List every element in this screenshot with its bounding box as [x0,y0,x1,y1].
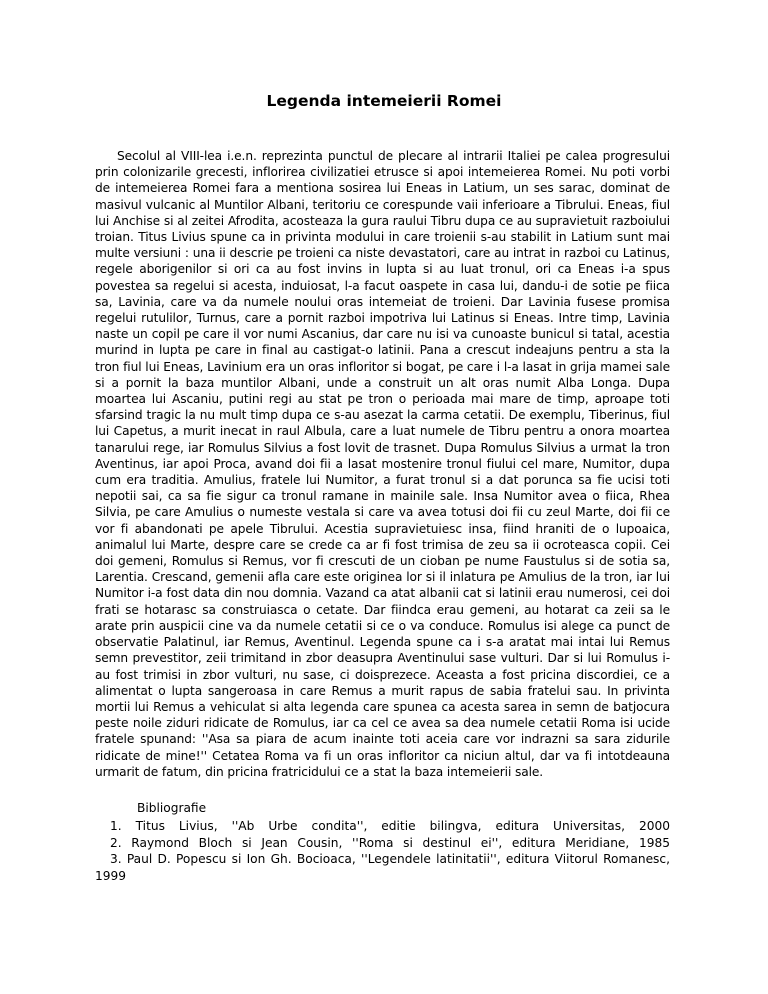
bibliography-list [95,818,670,884]
document-title: Legenda intemeierii Romei [266,92,502,110]
bibliography-heading: Bibliografie [137,801,207,815]
bibliography-item: 3. Paul D. Popescu si Ion Gh. Bocioaca, ''Legendele latinitatii'', editura Viitorul Romanesc, 1999 [95,852,670,883]
bibliography-item: 2. Raymond Bloch si Jean Cousin, ''Roma si destinul ei'', editura Meridiane, 1985 [110,835,670,850]
document-body: Secolul al VIII-lea i.e.n. reprezinta punctul de plecare al intrarii Italiei pe calea progresului prin colonizarile grecesti, inflorirea civilizatiei etrusce si apoi intemeierea Romei. Nu poti vorbi de intemeierea Romei fara a mentiona sosirea lui Eneas in Latium, un ses sarac, dominat de masivul vulcanic al Muntilor Albani, teritoriu ce corespunde vaii inferioare a Tibrului. Eneas, fiul lui Anchise si al zeitei Afrodita, acosteaza la gura raului Tibru dupa ce au supravietuit razboiului troian. Titus Livius spune ca in privinta modului in care troienii s-au stabilit in Latium sunt mai multe versiuni : una ii descrie pe troieni ca niste devastatori, care au intrat in razboi cu Latinus, regele aborigenilor si ori ca au fost invins in lupta si au luat tronul, ori ca Eneas i-a spus povestea sa regelui si acesta, induiosat, l-a facut oaspete in casa lui, dandu-i de sotie pe fiica sa, Lavinia, care va da numele noului oras intemeiat de troieni. Dar Lavinia fusese promisa regelui rutulilor, Turnus, care a pornit razboi impotriva lui Latinus si Eneas. Intre timp, Lavinia naste un copil pe care il vor numi Ascanius, dar care nu isi va cunoaste bunicul si tatal, acestia murind in lupta pe care in final au castigat-o latinii. Pana a crescut indeajuns pentru a sta la tron fiul lui Eneas, Lavinium era un oras infloritor si bogat, pe care i l-a lasat in grija mamei sale si a pornit la baza muntilor Albani, unde a construit un alt oras numit Alba Longa. Dupa moartea lui Ascaniu, putini regi au stat pe tron o perioada mai mare de timp, aproape toti sfarsind tragic la nu mult timp dupa ce s-au asezat la carma cetatii. De exemplu, Tiberinus, fiul lui Capetus, a murit inecat in raul Albula, care a luat numele de Tibru pentru a onora moartea tanarului rege, iar Romulus Silvius a fost lovit de trasnet. Dupa Romulus Silvius a urmat la tron Aventinus, iar apoi Proca, avand doi fii a lasat mostenire tronul fiului cel mare, Numitor, dupa cum era traditia. Amulius, fratele lui Numitor, a furat tronul si a dat porunca sa fie ucisi toti nepotii sai, ca sa fie sigur ca tronul ramane in mainile sale. Insa Numitor avea o fiica, Rhea Silvia, pe care Amulius o numeste vestala si care va avea totusi doi fii cu zeul Marte, doi fii ce vor fi abandonati pe apele Tibrului. Acestia supravietuiesc insa, fiind hraniti de o lupoaica, animalul lui Marte, despre care se crede ca ar fi fost trimisa de zeu sa ii ocroteasca copii. Cei doi gemeni, Romulus si Remus, vor fi crescuti de un cioban pe nume Faustulus si de sotia sa, Larentia. Crescand, gemenii afla care este originea lor si il inlatura pe Amulius de la tron, iar lui Numitor i-a fost data din nou domnia. Vazand ca atat albanii cat si latinii erau numerosi, cei doi frati se hotarasc sa construiasca o cetate. Dar fiindca erau gemeni, au hotarat ca zeii sa le arate prin auspicii cine va da numele cetatii si ce o va conduce. Romulus isi alege ca punct de observatie Palatinul, iar Remus, Aventinul. Legenda spune ca i s-a aratat mai intai lui Remus semn prevestitor, zeii trimitand in zbor deasupra Aventinului sase vulturi. Dar si lui Romulus i-au fost trimisi in zbor vulturi, nu sase, ci doisprezece. Aceasta a fost pricina discordiei, ce a alimentat o lupta sangeroasa in care Remus a murit rapus de sabia fratelui sau. In privinta mortii lui Remus a vehiculat si alta legenda care spunea ca acesta sarea in semn de batjocura peste noile ziduri ridicate de Romulus, iar ca cel ce avea sa dea numele cetatii Roma isi ucide fratele spunand: ''Asa sa piara de acum inainte toti aceia care vor indrazni sa sara zidurile ridicate de mine!'' Cetatea Roma va fi un oras infloritor ca niciun altul, dar va fi intotdeauna urmarit de fatum, din pricina fratricidului ce a stat la baza intemeierii sale. [95,149,670,779]
bibliography-item: 1. Titus Livius, ''Ab Urbe condita'', editie bilingva, editura Universitas, 2000 [110,819,670,833]
